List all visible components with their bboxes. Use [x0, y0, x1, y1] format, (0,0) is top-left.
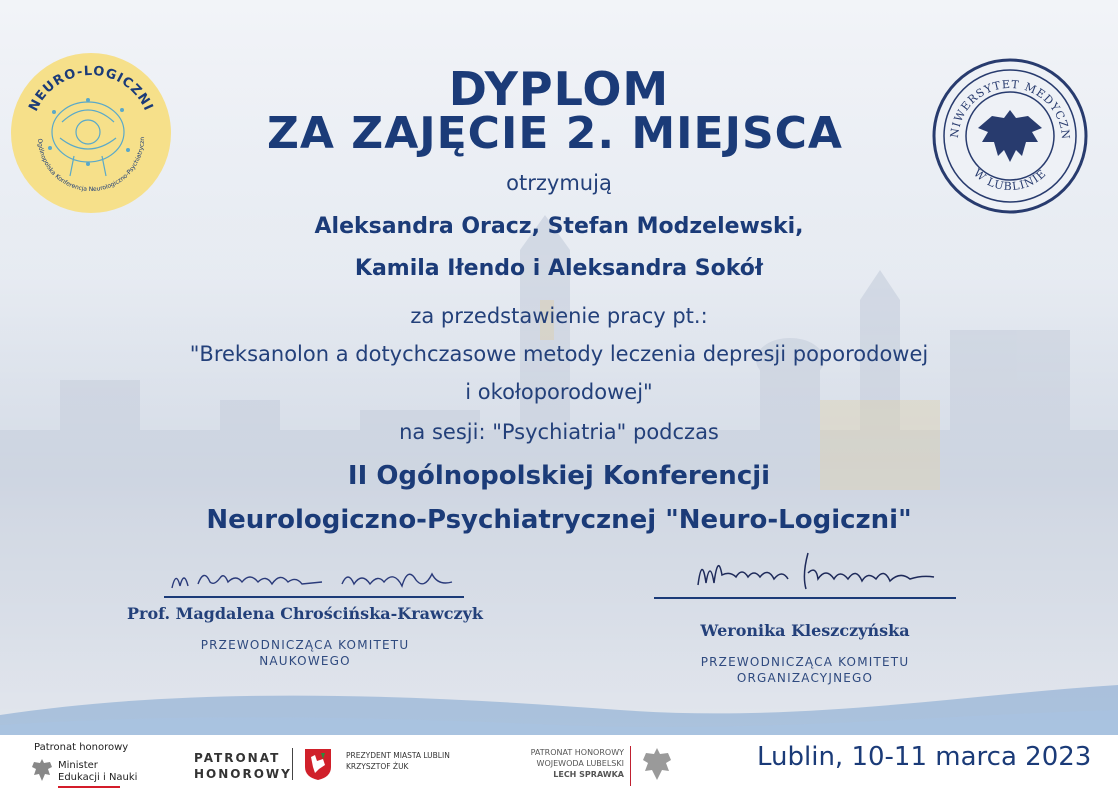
event-date-location: Lublin, 10-11 marca 2023: [757, 742, 1092, 772]
recipients-line-2: Kamila Iłendo i Aleksandra Sokół: [354, 256, 764, 281]
patron2-org-line-1: PREZYDENT MIASTA LUBLIN: [346, 751, 450, 760]
recipients-line-1: Aleksandra Oracz, Stefan Modzelewski,: [314, 214, 804, 239]
diploma-subtitle: ZA ZAJĘCIE 2. MIEJSCA: [267, 108, 843, 159]
patron1-red-underline: [58, 786, 120, 788]
logo-inner-text: Ogólnopolska Konferencja Neurologiczno-Psychiatryczn: [35, 136, 147, 194]
polish-eagle-emblem-icon: [640, 746, 674, 782]
patron3-org-line-1: WOJEWODA LUBELSKI: [536, 759, 624, 768]
role-line-2: NAUKOWEGO: [259, 654, 351, 668]
patron3-divider: [630, 746, 631, 786]
patron1-label: Patronat honorowy: [34, 742, 129, 753]
received-text: otrzymują: [506, 171, 612, 195]
handwritten-signature-2: [690, 545, 950, 597]
signatory-name-scientific: Prof. Magdalena Chrościńska-Krawczyk: [127, 604, 483, 623]
patron1-org: [58, 760, 137, 784]
diploma-title: DYPLOM: [448, 62, 670, 116]
patron2-divider: [292, 748, 293, 780]
presentation-intro: za przedstawienie pracy pt.:: [410, 304, 708, 328]
work-title-line-1: "Breksanolon a dotychczasowe metody leczenia depresji poporodowej: [189, 342, 929, 366]
patron2-label-line-1: PATRONAT: [194, 751, 281, 765]
patron3-label: PATRONAT HONOROWY: [530, 748, 624, 757]
handwritten-signature-1: [162, 560, 472, 596]
signature-block-organizing: [630, 545, 980, 686]
conference-name-line-2: Neurologiczno-Psychiatrycznej "Neuro-Logiczni": [206, 505, 912, 535]
signature-block-scientific: [120, 560, 490, 669]
signatory-name-organizing: Weronika Kleszczyńska: [700, 621, 910, 640]
patron2-org-line-2: KRZYSZTOF ŻUK: [346, 762, 409, 771]
signatory-role-scientific: [120, 637, 490, 669]
seal-ring-text: NIWERSYTET MEDYCZN: [947, 77, 1073, 141]
lublin-coat-of-arms-icon: [303, 747, 333, 781]
polish-eagle-icon: [30, 757, 54, 783]
patron2-org: [346, 750, 450, 772]
patron1-org-line-1: Minister: [58, 760, 98, 771]
role-line-1: PRZEWODNICZĄCA KOMITETU: [200, 638, 410, 652]
patron2-label-line-2: HONOROWY: [194, 767, 292, 781]
seal-bottom-text: W LUBLINIE: [971, 166, 1049, 194]
work-title-line-2: i okołoporodowej": [465, 380, 653, 404]
signatory-role-organizing: [630, 654, 980, 686]
patron2-label: [194, 750, 292, 782]
session-text: na sesji: "Psychiatria" podczas: [399, 420, 719, 444]
conference-name-line-1: II Ogólnopolskiej Konferencji: [347, 461, 771, 491]
patron3-org-line-2: LECH SPRAWKA: [553, 770, 624, 779]
patron1-org-line-2: Edukacji i Nauki: [58, 772, 138, 783]
role-line-1: PRZEWODNICZĄCA KOMITETU: [700, 655, 910, 669]
patron3-text: [512, 747, 624, 780]
logo-arc-text: NEURO-LOGICZNI: [26, 63, 156, 114]
role-line-2: ORGANIZACYJNEGO: [736, 671, 874, 685]
